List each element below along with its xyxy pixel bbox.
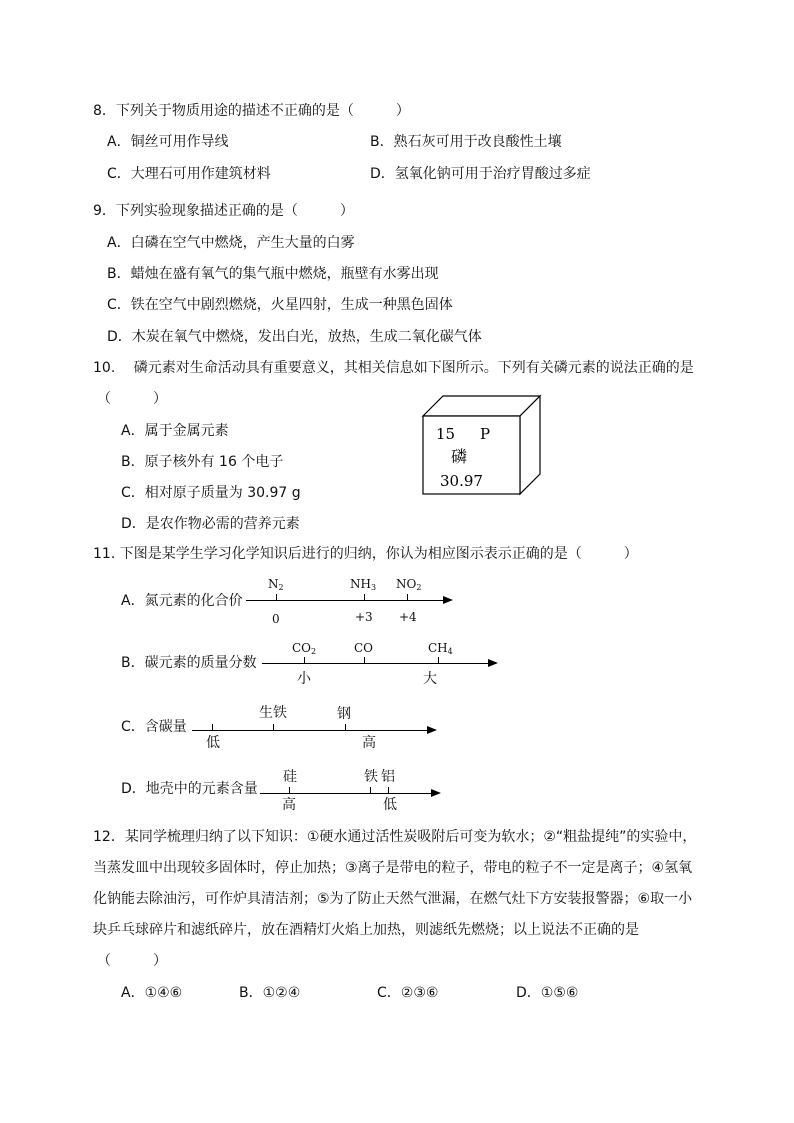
q10-option-b[interactable]: B．原子核外有 16 个电子: [121, 454, 284, 470]
q11-b-high-label: 大: [423, 671, 437, 687]
q9-option-c[interactable]: C．铁在空气中剧烈燃烧，火星四射，生成一种黑色固体: [107, 297, 453, 313]
q10-option-d[interactable]: D．是农作物必需的营养元素: [121, 516, 300, 532]
q11-b-low-label: 小: [297, 671, 311, 687]
element-symbol: P: [480, 425, 491, 443]
q8-option-c[interactable]: C．大理石可用作建筑材料: [107, 166, 271, 182]
q11-a-formula-no2: $NO_2$: [396, 577, 422, 592]
q11-d-tick: [388, 787, 389, 793]
q12-stem-line-2: 当蒸发皿中出现较多固体时，停止加热；③离子是带电的粒子，带电的粒子不一定是离子；④氢氧: [93, 860, 693, 876]
element-name: 磷: [451, 447, 468, 466]
q9-stem: 9．下列实验现象描述正确的是（ ）: [93, 203, 354, 219]
q11-b-label: B．碳元素的质量分数: [121, 655, 257, 671]
q11-c-item-pig-iron: 生铁: [259, 705, 287, 721]
q11-b-formula-co2: $CO_2$: [292, 641, 317, 656]
q11-c-high-label: 高: [362, 735, 376, 751]
q12-option-b[interactable]: B．①②④: [239, 985, 301, 1001]
q8-stem: 8．下列关于物质用途的描述不正确的是（ ）: [93, 103, 410, 119]
q11-a-axis: [246, 600, 444, 601]
q11-a-label: A．氮元素的化合价: [121, 593, 243, 609]
q10-option-a[interactable]: A．属于金属元素: [121, 423, 229, 439]
q8-option-b[interactable]: B．熟石灰可用于改良酸性土壤: [370, 134, 562, 150]
q11-d-label: D．地壳中的元素含量: [121, 781, 258, 797]
q11-b-formula-ch4: $CH_4$: [428, 641, 453, 656]
q9-option-b[interactable]: B．蜡烛在盛有氧气的集气瓶中燃烧，瓶壁有水雾出现: [107, 266, 439, 282]
q9-option-a[interactable]: A．白磷在空气中燃烧，产生大量的白雾: [107, 235, 355, 251]
q11-d-high-label: 高: [282, 797, 296, 813]
q12-answer-paren: （ ）: [97, 953, 167, 969]
q11-d-tick: [289, 787, 290, 793]
element-atomic-number: 15: [436, 425, 456, 443]
q11-a-value-0: 0: [272, 612, 280, 626]
q11-a-formula-n2: $N_2$: [268, 577, 284, 592]
q11-d-item-silicon: 硅: [283, 769, 297, 785]
q11-c-tick: [212, 724, 213, 730]
q10-option-c[interactable]: C．相对原子质量为 30.97 g: [121, 485, 301, 501]
element-atomic-mass: 30.97: [440, 472, 483, 490]
q11-c-item-steel: 钢: [337, 706, 351, 722]
q11-b-formula-co: CO: [354, 641, 374, 655]
q11-c-tick: [345, 724, 346, 730]
q11-d-item-aluminum: 铝: [381, 769, 395, 785]
q11-c-tick: [273, 724, 274, 730]
element-cube-diagram: [420, 394, 545, 496]
q8-option-a[interactable]: A．铜丝可用作导线: [107, 134, 229, 150]
q10-answer-paren: （ ）: [97, 391, 167, 407]
q11-c-arrow-icon: [427, 726, 437, 734]
q11-a-value-4: +4: [399, 610, 417, 624]
q11-stem: 11. 下图是某学生学习化学知识后进行的归纳，你认为相应图示表示正确的是（ ）: [93, 546, 638, 562]
q12-option-a[interactable]: A．①④⑥: [121, 985, 183, 1001]
q11-c-label: C．含碳量: [121, 719, 187, 735]
q12-option-c[interactable]: C．②③⑥: [377, 985, 439, 1001]
q11-b-arrow-icon: [488, 659, 498, 667]
q11-a-formula-nh3: $NH_3$: [350, 577, 377, 592]
q11-c-low-label: 低: [206, 735, 220, 751]
q12-option-d[interactable]: D．①⑤⑥: [516, 985, 579, 1001]
q9-option-d[interactable]: D．木炭在氧气中燃烧，发出白光，放热，生成二氧化碳气体: [107, 329, 482, 345]
q8-option-d[interactable]: D．氢氧化钠可用于治疗胃酸过多症: [370, 166, 591, 182]
q11-b-axis: [262, 663, 489, 664]
q11-c-axis: [192, 730, 428, 731]
q11-d-axis: [260, 793, 432, 794]
q11-d-tick: [370, 787, 371, 793]
q12-stem-line-3: 化钠能去除油污，可作炉具清洁剂；⑤为了防止天然气泄漏，在燃气灶下方安装报警器；⑥取一小: [93, 891, 693, 907]
q11-a-value-3: +3: [355, 610, 373, 624]
q11-d-low-label: 低: [383, 797, 397, 813]
q11-d-item-iron: 铁: [364, 769, 378, 785]
q11-d-arrow-icon: [431, 789, 441, 797]
q10-stem: 10. 磷元素对生命活动具有重要意义，其相关信息如下图所示。下列有关磷元素的说法正确的是: [93, 360, 694, 376]
q12-stem-line-1: 12．某同学梳理归纳了以下知识：①硬水通过活性炭吸附后可变为软水；②“粗盐提纯”的实验中，: [93, 829, 697, 845]
q11-a-arrow-icon: [443, 596, 453, 604]
q12-stem-line-4: 块乒乓球碎片和滤纸碎片，放在酒精灯火焰上加热，则滤纸先燃烧；以上说法不正确的是: [93, 922, 639, 938]
